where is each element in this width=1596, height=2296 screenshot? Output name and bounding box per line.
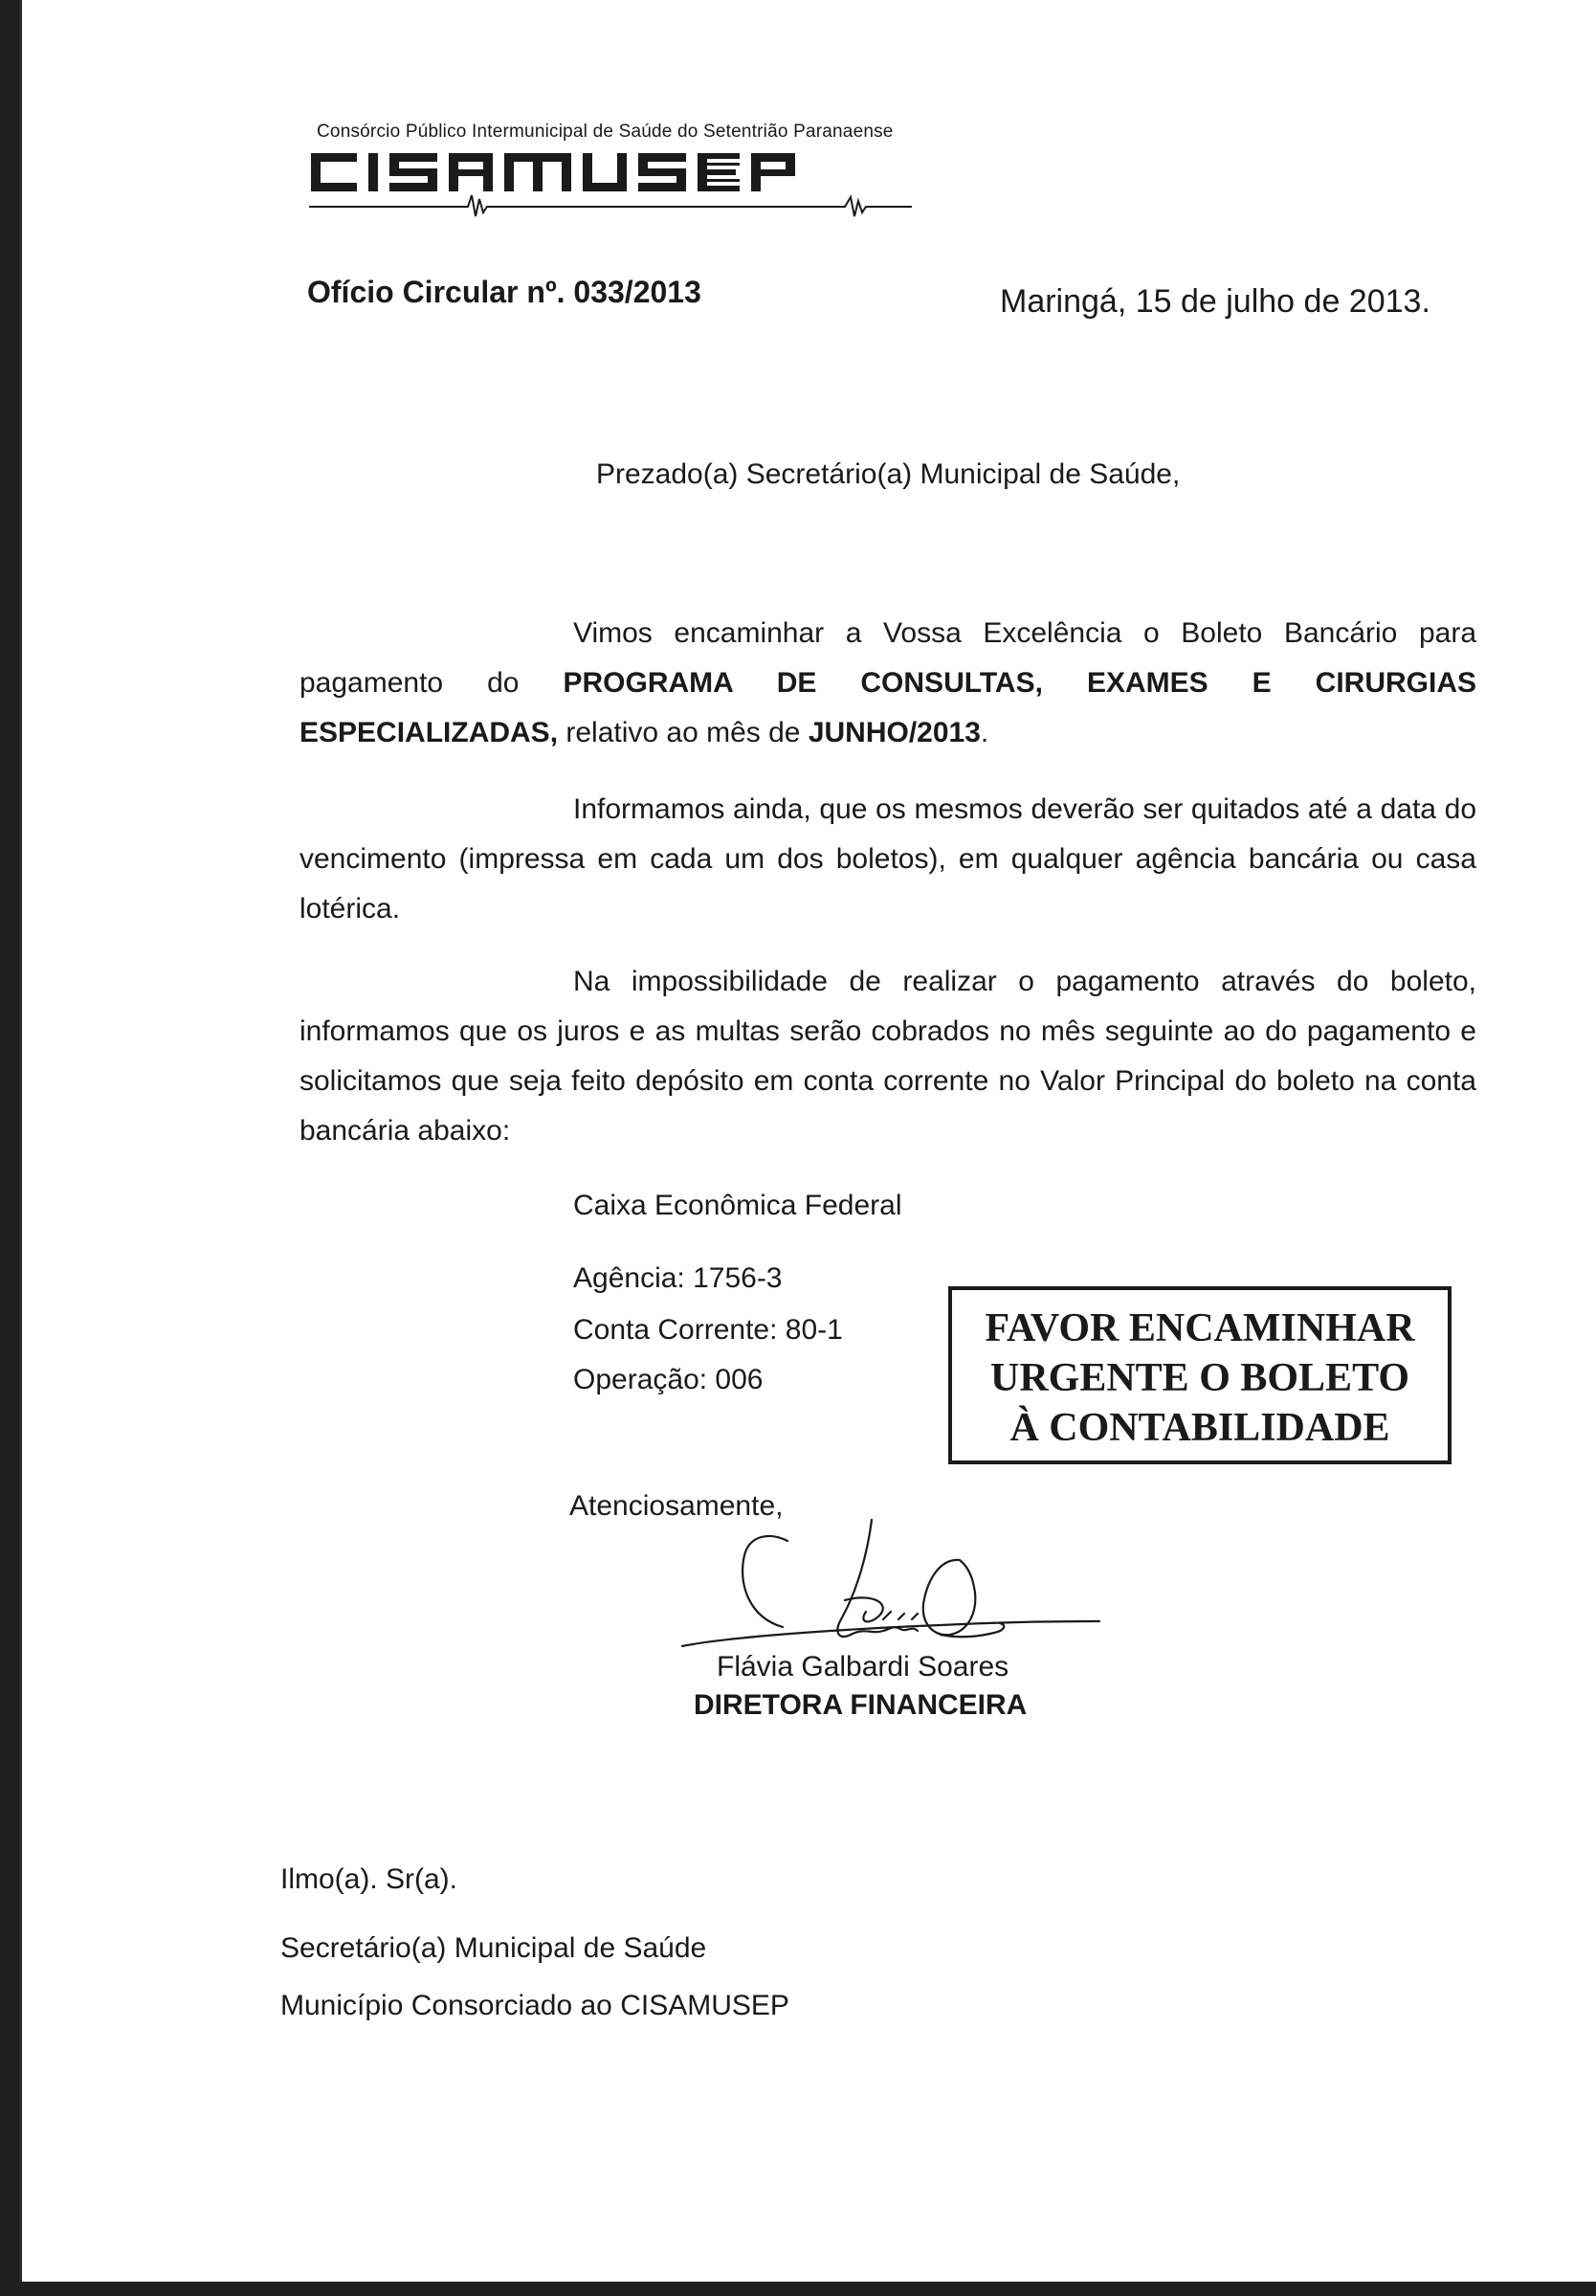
urgent-stamp	[948, 1286, 1452, 1464]
bank-name: Caixa Econômica Federal	[573, 1190, 902, 1221]
greeting: Prezado(a) Secretário(a) Municipal de Saúde,	[596, 458, 1181, 490]
scan-left-edge	[0, 0, 19, 2296]
paragraph-2-text: Informamos ainda, que os mesmos deverão ser quitados até a data do vencimento (impressa em cada um dos boletos), em qualquer agência bancária ou casa lotérica.	[299, 793, 1476, 925]
paragraph-3-text: Na impossibilidade de realizar o pagamento através do boleto, informamos que os juros e as multas serão cobrados no mês seguinte ao do pagamento e solicitamos que seja feito depósito em conta corrente no Valor Principal do boleto na conta bancária abaixo:	[299, 966, 1476, 1147]
closing: Atenciosamente,	[569, 1490, 784, 1522]
scan-bottom-edge	[0, 2282, 1596, 2296]
letter-date: Maringá, 15 de julho de 2013.	[1000, 283, 1430, 320]
oficio-number: Ofício Circular nº. 033/2013	[307, 275, 701, 309]
paragraph-1-text-a: Vimos encaminhar a Vossa Excelência o Boleto Bancário para pagamento do	[299, 617, 1476, 699]
recipient-municipality: Município Consorciado ao CISAMUSEP	[280, 1990, 789, 2021]
stamp-line-1: FAVOR ENCAMINHAR	[985, 1306, 1415, 1350]
paragraph-1-month: JUNHO/2013	[808, 717, 981, 748]
org-name: Consórcio Público Intermunicipal de Saúde do Setentrião Paranaense	[317, 122, 894, 142]
paragraph-1	[299, 609, 1476, 758]
paragraph-3	[299, 957, 1476, 1156]
bank-operacao: Operação: 006	[573, 1364, 764, 1395]
stamp-line-3: À CONTABILIDADE	[1009, 1406, 1390, 1450]
paragraph-2	[299, 785, 1476, 934]
signer-name: Flávia Galbardi Soares	[717, 1651, 1009, 1683]
bank-conta: Conta Corrente: 80-1	[573, 1314, 843, 1346]
letter-page	[19, 0, 1580, 2282]
paragraph-1-text-b: relativo ao mês de	[558, 717, 809, 748]
paragraph-1-program: PROGRAMA DE CONSULTAS, EXAMES E CIRURGIAS ESPECIALIZADAS,	[299, 667, 1476, 748]
recipient-title: Ilmo(a). Sr(a).	[280, 1863, 458, 1895]
cisamusep-logo	[309, 144, 921, 230]
paragraph-1-text-c: .	[980, 717, 989, 748]
recipient-position: Secretário(a) Municipal de Saúde	[280, 1932, 707, 1964]
signer-role: DIRETORA FINANCEIRA	[694, 1689, 1028, 1721]
stamp-line-2: URGENTE O BOLETO	[989, 1356, 1409, 1400]
bank-agencia: Agência: 1756-3	[573, 1262, 783, 1294]
